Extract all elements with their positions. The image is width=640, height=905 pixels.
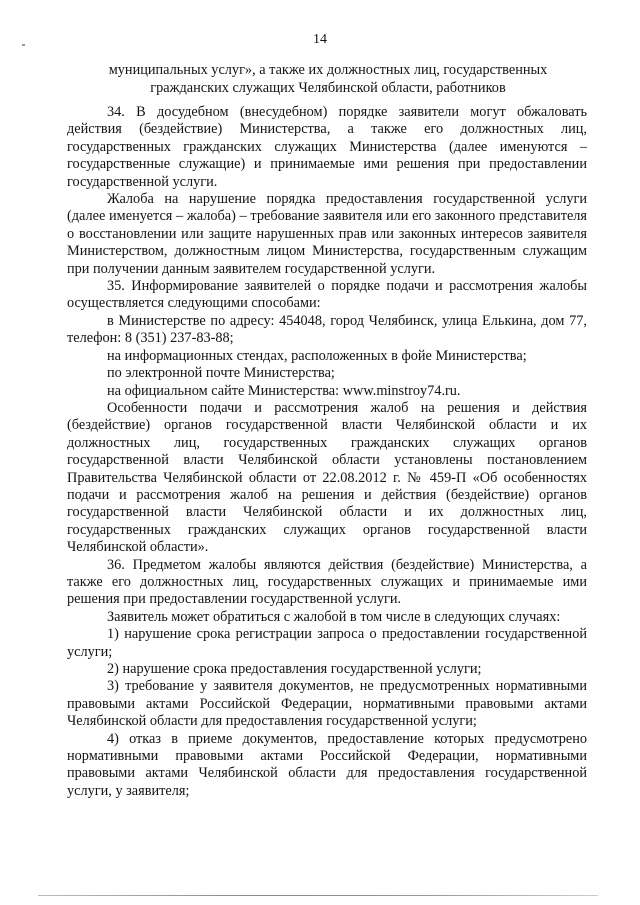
paragraph-cases-intro: Заявитель может обратиться с жалобой в том числе в следующих случаях: bbox=[107, 608, 561, 625]
page-bottom-line bbox=[38, 895, 598, 896]
section-heading: муниципальных услуг», а также их должностных лиц, государственных гражданских служащих Челябинской области, работников bbox=[108, 62, 548, 96]
list-item-4: 4) отказ в приеме документов, предоставление которых предусмотрено нормативными правовыми актами Российской Федерации, нормативными правовыми актами Челябинской области для предоставления государственной услуги, у заявителя; bbox=[67, 730, 587, 799]
paragraph-info-stands: на информационных стендах, расположенных в фойе Министерства; bbox=[107, 347, 527, 364]
paragraph-website: на официальном сайте Министерства: www.minstroy74.ru. bbox=[107, 382, 461, 399]
page-number: 14 bbox=[313, 32, 327, 47]
paragraph-ministry-address: в Министерстве по адресу: 454048, город Челябинск, улица Елькина, дом 77, телефон: 8 (351) 237-83-88; bbox=[67, 312, 587, 347]
paragraph-34: 34. В досудебном (внесудебном) порядке заявители могут обжаловать действия (бездействие) Министерства, а также его должностных лиц, государственных гражданских служащих Министерства (далее именуются – государственные служащие) и принимаемые ими решения при предоставлении государственной услуги. bbox=[67, 104, 587, 190]
paragraph-complaint-definition: Жалоба на нарушение порядка предоставления государственной услуги (далее именуется – жалоба) – требование заявителя или его законного представителя о восстановлении или защите нарушенных прав или законных интересов заявителя Министерством, должностным лицом Министерства, государственным служащим при получении данным заявителем государственной услуги. bbox=[67, 191, 587, 277]
list-item-2: 2) нарушение срока предоставления государственной услуги; bbox=[107, 661, 482, 677]
list-item-3: 3) требование у заявителя документов, не предусмотренных нормативными правовыми актами Российской Федерации, нормативными правовыми актами Челябинской области для предоставления государственной услуги; bbox=[67, 678, 587, 730]
paragraph-complaint-features: Особенности подачи и рассмотрения жалоб на решения и действия (бездействие) органов государственной власти Челябинской области и их должностных лиц, государственных гражданских служащих органов государственной власти Челябинской области установлены постановлением Правительства Челябинской области от 22.08.2012 г. № 459-П «Об особенностях подачи и рассмотрения жалоб на решения и действия (бездействие) органов государственной власти Челябинской области и их должностных лиц, государственных гражданских служащих органов государственной власти Челябинской области». bbox=[67, 399, 587, 556]
document-body bbox=[67, 104, 587, 800]
paragraph-email: по электронной почте Министерства; bbox=[107, 365, 335, 382]
list-item-1: 1) нарушение срока регистрации запроса о предоставлении государственной услуги; bbox=[67, 626, 587, 660]
paragraph-35: 35. Информирование заявителей о порядке подачи и рассмотрения жалобы осуществляется следующими способами: bbox=[67, 278, 587, 312]
paragraph-36: 36. Предметом жалобы являются действия (бездействие) Министерства, а также его должностных лиц, государственных служащих и принимаемые ими решения при предоставлении государственной услуги. bbox=[67, 556, 587, 608]
